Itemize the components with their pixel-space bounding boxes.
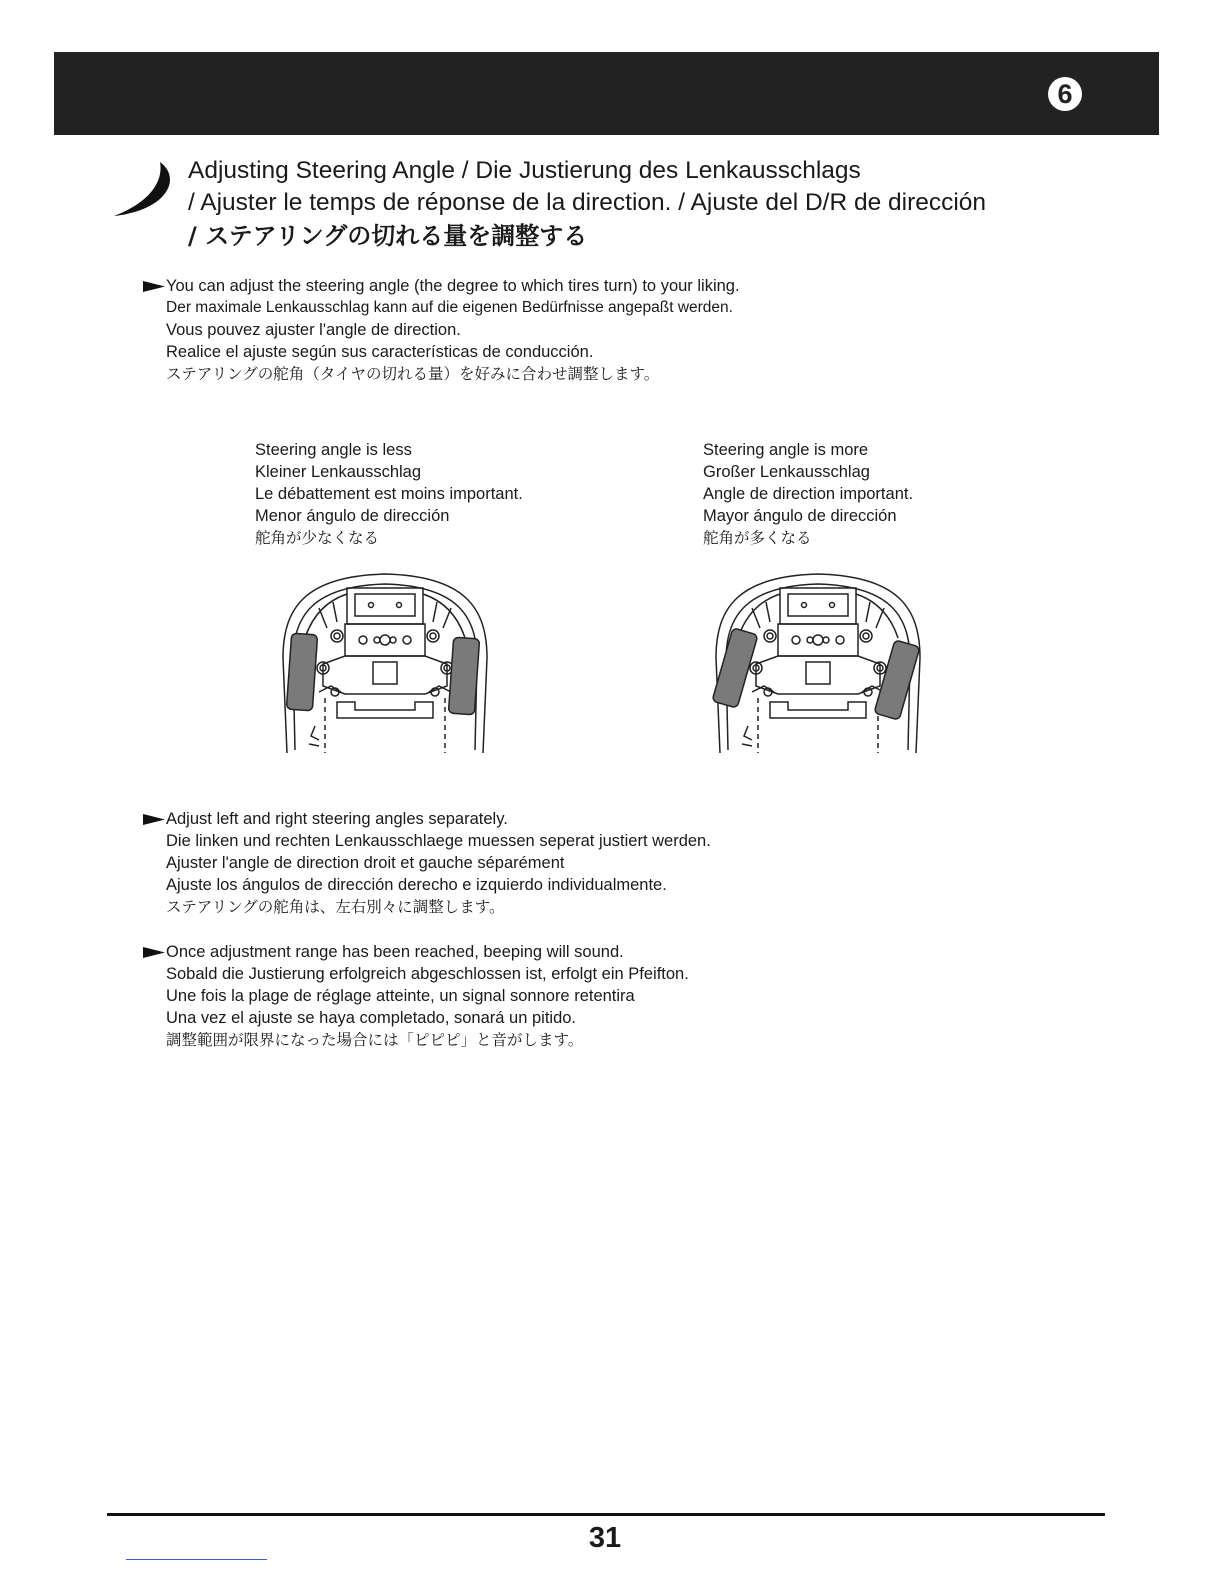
caption-more-en: Steering angle is more xyxy=(703,441,869,459)
section-crescent-icon xyxy=(110,158,178,220)
page-number: 31 xyxy=(588,1522,622,1554)
beep-line-en: Once adjustment range has been reached, beeping will sound. xyxy=(166,943,624,961)
arrow-bullet-icon xyxy=(143,814,165,825)
caption-more-ja: 舵角が多くなる xyxy=(703,529,812,547)
caption-less xyxy=(255,439,523,549)
caption-less-fr: Le débattement est moins important. xyxy=(255,485,523,503)
beep-line-fr: Une fois la plage de réglage atteinte, un signal sonnore retentira xyxy=(166,987,635,1005)
step-number-badge: 6 xyxy=(1048,77,1082,111)
caption-less-en: Steering angle is less xyxy=(255,441,412,459)
arrow-bullet-icon xyxy=(143,947,165,958)
separate-adjust-bullet xyxy=(143,808,711,918)
steering-more-diagram xyxy=(708,568,928,758)
separate-line-es: Ajuste los ángulos de dirección derecho e izquierdo individualmente. xyxy=(166,876,667,894)
header-bar xyxy=(54,52,1159,135)
caption-less-de: Kleiner Lenkausschlag xyxy=(255,463,422,481)
separate-line-ja: ステアリングの舵角は、左右別々に調整します。 xyxy=(166,898,505,916)
intro-bullet xyxy=(143,275,740,385)
intro-line-es: Realice el ajuste según sus características de conducción. xyxy=(166,343,594,361)
intro-line-en: You can adjust the steering angle (the degree to which tires turn) to your liking. xyxy=(166,277,740,295)
caption-less-ja: 舵角が少なくなる xyxy=(255,529,380,547)
separate-line-de: Die linken und rechten Lenkausschlaege muessen seperat justiert werden. xyxy=(166,832,711,850)
caption-more-es: Mayor ángulo de dirección xyxy=(703,507,897,525)
intro-line-ja: ステアリングの舵角（タイヤの切れる量）を好みに合わせ調整します。 xyxy=(166,365,660,383)
footer-link-underline[interactable] xyxy=(126,1559,267,1560)
caption-more xyxy=(703,439,913,549)
separate-line-fr: Ajuster l'angle de direction droit et gauche séparément xyxy=(166,854,565,872)
caption-more-fr: Angle de direction important. xyxy=(703,485,914,503)
section-title xyxy=(188,155,986,253)
arrow-bullet-icon xyxy=(143,281,165,292)
title-line-3: / ステアリングの切れる量を調整する xyxy=(188,222,588,250)
beep-bullet xyxy=(143,941,689,1051)
beep-line-es: Una vez el ajuste se haya completado, sonará un pitido. xyxy=(166,1009,577,1027)
caption-more-de: Großer Lenkausschlag xyxy=(703,463,870,481)
steering-less-diagram xyxy=(275,568,495,758)
caption-less-es: Menor ángulo de dirección xyxy=(255,507,450,525)
title-line-2: / Ajuster le temps de réponse de la direction. / Ajuste del D/R de dirección xyxy=(188,189,987,216)
title-line-1: Adjusting Steering Angle / Die Justierung des Lenkausschlags xyxy=(188,157,861,184)
separate-line-en: Adjust left and right steering angles separately. xyxy=(166,810,508,828)
intro-line-de: Der maximale Lenkausschlag kann auf die eigenen Bedürfnisse angepaßt werden. xyxy=(166,299,733,316)
footer-rule xyxy=(107,1513,1105,1516)
intro-line-fr: Vous pouvez ajuster l'angle de direction. xyxy=(166,321,461,339)
beep-line-de: Sobald die Justierung erfolgreich abgeschlossen ist, erfolgt ein Pfeifton. xyxy=(166,965,689,983)
beep-line-ja: 調整範囲が限界になった場合には「ピピピ」と音がします。 xyxy=(166,1031,584,1049)
